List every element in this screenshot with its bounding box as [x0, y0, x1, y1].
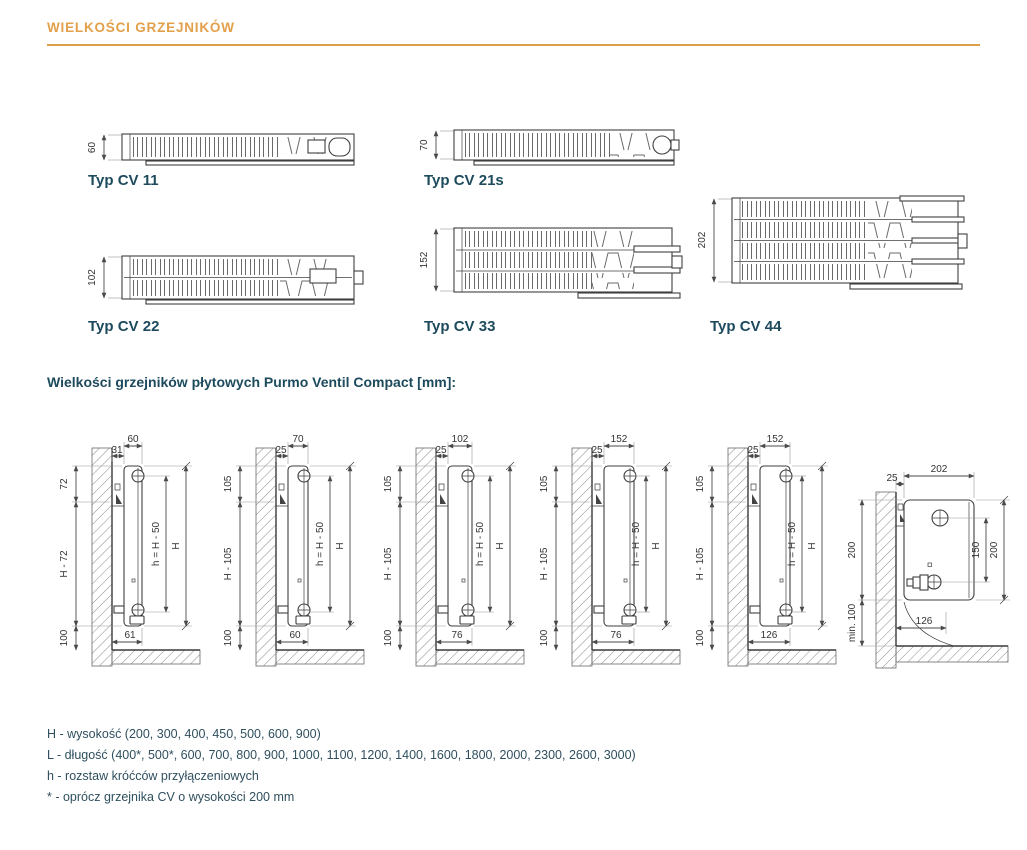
svg-text:H: H: [335, 542, 346, 550]
radiator-side: [112, 466, 144, 626]
side-view-cv22: [370, 422, 530, 672]
top-view-cv22: [86, 248, 376, 312]
top-view-cv44: [697, 190, 1000, 322]
svg-text:H: H: [807, 542, 818, 550]
svg-text:H: H: [651, 542, 662, 550]
radiator-side: [592, 466, 636, 626]
svg-text:H: H: [495, 542, 506, 550]
side-view-cv21s: [210, 422, 370, 672]
label-typ-cv11: Typ CV 11: [88, 172, 159, 189]
svg-text:100: 100: [223, 629, 234, 647]
svg-text:100: 100: [695, 629, 706, 647]
svg-text:25: 25: [275, 445, 287, 456]
cv44-radiator-body: [732, 196, 967, 289]
cv11-radiator-body: [122, 134, 354, 165]
svg-text:25: 25: [886, 473, 898, 484]
label-typ-cv44: Typ CV 44: [710, 318, 782, 335]
svg-text:H - 72: H - 72: [59, 550, 70, 578]
svg-text:100: 100: [539, 629, 550, 647]
svg-text:100: 100: [59, 629, 70, 647]
svg-text:H - 105: H - 105: [223, 547, 234, 581]
svg-text:102: 102: [87, 269, 98, 286]
label-typ-cv22: Typ CV 22: [88, 318, 160, 335]
svg-text:60: 60: [127, 434, 139, 445]
svg-text:H - 105: H - 105: [383, 547, 394, 581]
svg-text:200: 200: [989, 541, 1000, 559]
side-view-cv33: [526, 422, 686, 672]
svg-text:h = H - 50: h = H - 50: [315, 521, 326, 567]
detail-view-low-radiator: [847, 462, 1026, 677]
label-typ-cv21s: Typ CV 21s: [424, 172, 504, 189]
svg-text:61: 61: [124, 630, 136, 641]
side-view-cv11: [46, 422, 206, 672]
cv22-height-dimension: [87, 257, 122, 298]
cv11-height-dimension: [87, 135, 122, 160]
svg-text:31: 31: [111, 445, 123, 456]
legend-line-length: L - długość (400*, 500*, 600, 700, 800, 900, 1000, 1100, 1200, 1400, 1600, 1800, 2000, 2300, 2600, 3000): [47, 748, 636, 762]
cv22-radiator-body: [122, 256, 363, 304]
radiator-side: [896, 500, 974, 646]
legend: [47, 727, 636, 811]
svg-text:105: 105: [223, 475, 234, 493]
title-divider: [47, 44, 980, 46]
svg-text:105: 105: [695, 475, 706, 493]
svg-text:25: 25: [435, 445, 447, 456]
legend-line-height: H - wysokość (200, 300, 400, 450, 500, 600, 900): [47, 727, 321, 741]
svg-text:202: 202: [930, 464, 948, 475]
svg-text:min. 100: min. 100: [847, 603, 858, 643]
svg-text:150: 150: [971, 541, 982, 559]
svg-text:152: 152: [419, 251, 430, 269]
svg-text:h = H - 50: h = H - 50: [787, 521, 798, 567]
cv21s-radiator-body: [454, 130, 679, 165]
svg-text:105: 105: [539, 475, 550, 493]
legend-line-note: * - oprócz grzejnika CV o wysokości 200 mm: [47, 790, 295, 804]
page-title: WIELKOŚCI GRZEJNIKÓW: [47, 20, 235, 35]
svg-text:200: 200: [847, 541, 858, 559]
svg-text:202: 202: [697, 231, 708, 249]
top-view-cv21s: [418, 122, 693, 178]
side-view-cv44: [682, 422, 842, 672]
cv44-height-dimension: [697, 199, 732, 282]
svg-text:25: 25: [591, 445, 603, 456]
svg-text:H - 105: H - 105: [695, 547, 706, 581]
svg-text:h = H - 50: h = H - 50: [631, 521, 642, 567]
svg-text:105: 105: [383, 475, 394, 493]
svg-text:152: 152: [610, 434, 628, 445]
top-view-cv11: [86, 126, 376, 176]
svg-text:126: 126: [760, 630, 778, 641]
section-heading: Wielkości grzejników płytowych Purmo Ventil Compact [mm]:: [47, 374, 457, 390]
svg-text:152: 152: [766, 434, 784, 445]
svg-text:76: 76: [610, 630, 622, 641]
cv21s-height-dimension: [419, 131, 454, 159]
svg-text:126: 126: [915, 616, 933, 627]
radiator-side: [276, 466, 310, 626]
svg-text:72: 72: [59, 478, 70, 490]
wall-and-floor: [92, 448, 200, 666]
radiator-side: [748, 466, 792, 626]
svg-text:25: 25: [747, 445, 759, 456]
label-typ-cv33: Typ CV 33: [424, 318, 496, 335]
svg-text:h = H - 50: h = H - 50: [475, 521, 486, 567]
svg-text:h = H - 50: h = H - 50: [151, 521, 162, 567]
svg-text:76: 76: [451, 630, 463, 641]
legend-line-pitch: h - rozstaw króćców przyłączeniowych: [47, 769, 259, 783]
top-view-cv33: [418, 220, 693, 320]
svg-text:60: 60: [87, 141, 98, 154]
svg-text:H: H: [171, 542, 182, 550]
svg-text:60: 60: [289, 630, 301, 641]
svg-text:102: 102: [451, 434, 469, 445]
svg-text:70: 70: [292, 434, 304, 445]
svg-text:70: 70: [419, 139, 430, 151]
svg-text:H - 105: H - 105: [539, 547, 550, 581]
cv33-radiator-body: [454, 228, 682, 298]
radiator-side: [436, 466, 474, 626]
cv33-height-dimension: [419, 229, 454, 291]
wall-and-floor: [256, 448, 364, 666]
svg-text:100: 100: [383, 629, 394, 647]
